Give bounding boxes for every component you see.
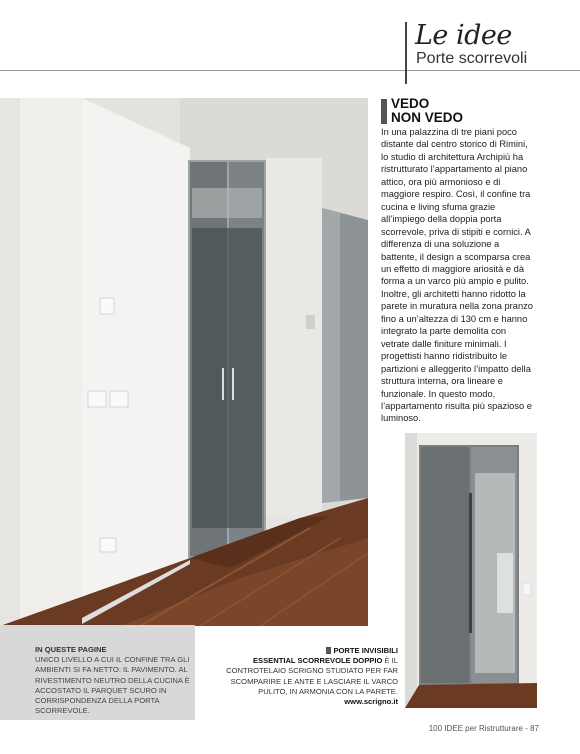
section-script-title: Le idee <box>415 20 512 51</box>
caption-left <box>0 625 195 720</box>
title-marker <box>381 99 387 124</box>
article-title-line2: NON VEDO <box>391 110 464 125</box>
article-title <box>391 97 463 125</box>
header-rule <box>0 70 580 71</box>
detail-photo <box>405 433 537 708</box>
caption-left-title: IN QUESTE PAGINE <box>35 645 107 654</box>
caption-marker <box>326 647 331 654</box>
page-footer: 100 IDEE per Ristrutturare - 87 <box>428 724 539 733</box>
article-title-line1: VEDO <box>391 96 430 111</box>
caption-left-text: UNICO LIVELLO A CUI IL CONFINE TRA GLI AMBIENTI SI FA NETTO: IL PAVIMENTO. AL RIVESTIMENTO NEUTRO DELLA CUCINA È ACCOSTATO IL PARQUET SCURO IN CORRISPONDENZA DELLA PORTA SCORREVOLE. <box>35 655 190 716</box>
caption-right <box>222 646 398 707</box>
section-subtitle: Porte scorrevoli <box>416 50 528 67</box>
caption-right-url[interactable]: www.scrigno.it <box>344 697 398 707</box>
main-photo <box>0 98 368 626</box>
caption-right-title: PORTE INVISIBILI <box>333 646 398 655</box>
header-divider <box>405 22 407 84</box>
caption-right-text: È IL CONTROTELAIO SCRIGNO STUDIATO PER FAR SCOMPARIRE LE ANTE E LASCIARE IL VARCO PULITO, IN ARMONIA CON LA PARETE. <box>226 656 398 696</box>
article-body: In una palazzina di tre piani poco distante dal centro storico di Rimini, lo studio di architettura Archipiù ha ristrutturato l’appartamento al piano attico, ora più armonioso e di maggiore respiro. Così, il confine tra cucina e living sfuma grazie all’impiego della doppia porta scorrevole, priva di stipiti e cornici. A differenza di una soluzione a battente, il design a scomparsa crea un effetto di maggiore ariosità e dà forma a un varco più ampio e pulito. Inoltre, gli architetti hanno ridotto la parete in muratura nella zona pranzo fino a un’altezza di 130 cm e hanno integrato la parte demolita con vetrate dalle finiture minimali. I progettisti hanno ridistribuito le partizioni e alleggerito l’impatto della struttura interna, ora lineare e funzionale. In questo modo, l’appartamento risulta più spazioso e luminoso. <box>381 127 533 424</box>
caption-right-product: ESSENTIAL SCORREVOLE DOPPIO <box>252 656 383 666</box>
